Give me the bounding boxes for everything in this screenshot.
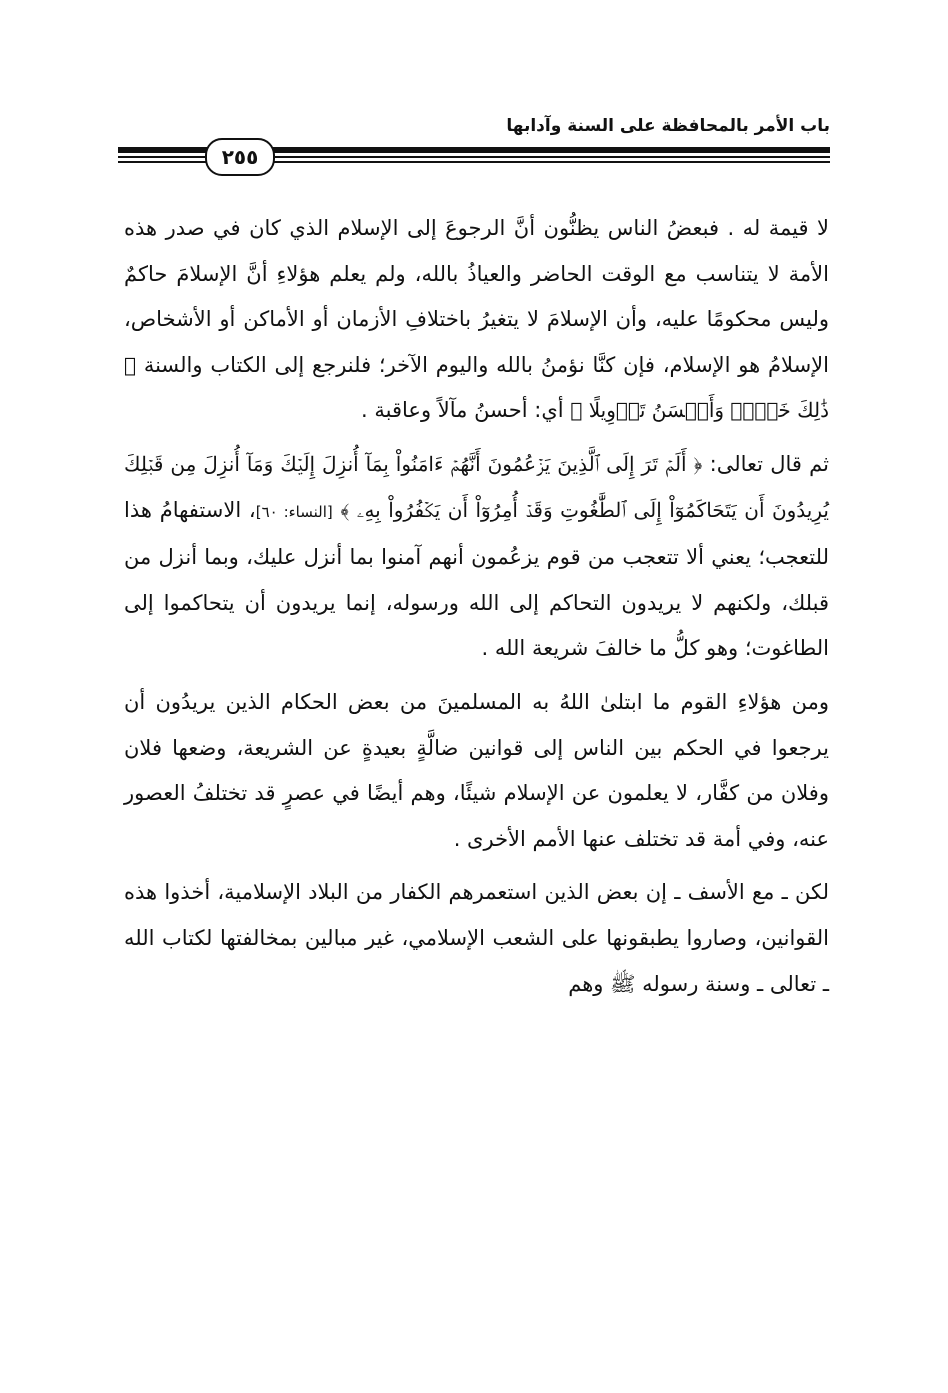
paragraph	[124, 680, 829, 862]
paragraph-text: ، الاستفهامُ هذا للتعجب؛ يعني ألا تتعجب من قوم يزعُمون أنهم آمنوا بما أنزل عليك، وبما أنزل من قبلك، ولكنهم لا يريدون التحاكم إلى الله ورسوله، إنما يريدون أن يتحاكموا إلى الطاغوت؛ وهو كلُّ ما خالفَ شريعة الله .	[124, 497, 829, 661]
page-number-text: ٢٥٥	[221, 145, 259, 169]
page-body	[124, 206, 829, 1007]
quran-verse: ﴿ ذَٰلِكَ خَيۡرٞ وَأَحۡسَنُ تَأۡوِيلًا ﴾	[124, 352, 829, 423]
verse-reference: [النساء: ٦٠]	[255, 502, 333, 521]
paragraph-text: ومن هؤلاءِ القوم ما ابتلىٰ اللهُ به المسلمينَ من بعض الحكام الذين يريدُون أن يرجعوا في الحكم بين الناس إلى قوانين ضالَّةٍ بعيدةٍ عن الشريعة، وضعها فلان وفلان من كفَّار، لا يعلمون عن الإسلام شيئًا، وهم أيضًا في عصرٍ قد تختلفُ العصور عنه، وفي أمة قد تختلف عنها الأمم الأخرى .	[124, 689, 829, 851]
page-number	[205, 138, 275, 176]
quran-verse: ﴿ أَلَمۡ تَرَ إِلَى ٱلَّذِينَ يَزۡعُمُونَ أَنَّهُمۡ ءَامَنُواْ بِمَآ أُنزِلَ إِلَيۡكَ وَمَآ أُنزِلَ مِن قَبۡلِكَ يُرِيدُونَ أَن يَتَحَاكَمُوٓاْ إِلَى ٱلطَّٰغُوتِ وَقَدۡ أُمِرُوٓاْ أَن يَكۡفُرُواْ بِهِۦ ﴾	[124, 451, 829, 522]
paragraph-text: لا قيمة له . فبعضُ الناس يظنُّون أنَّ الرجوعَ إلى الإسلام الذي كان في صدر هذه الأمة لا يتناسب مع الوقت الحاضر والعياذُ بالله، ولم يعلم هؤلاءِ أنَّ الإسلامَ حاكمٌ وليس محكومًا عليه، وأن الإسلامَ لا يتغيرُ باختلافِ الأزمان أو الأماكن أو الأشخاص، الإسلامُ هو الإسلام، فإن كنَّا نؤمنُ بالله واليوم الآخر؛ فلنرجع إلى الكتاب والسنة	[124, 216, 829, 377]
paragraph	[124, 206, 829, 434]
running-title: باب الأمر بالمحافظة على السنة وآدابها	[506, 116, 830, 136]
paragraph	[124, 870, 829, 1007]
paragraph-text: ثم قال تعالى:	[709, 451, 830, 476]
paragraph	[124, 442, 829, 672]
paragraph-text: أي: أحسنُ مآلاً وعاقبة .	[361, 398, 564, 423]
paragraph-text: لكن ـ مع الأسف ـ إن بعض الذين استعمرهم الكفار من البلاد الإسلامية، أخذوا هذه القوانين، وصاروا يطبقونها على الشعب الإسلامي، غير مبالين بمخالفتها لكتاب الله ـ تعالى ـ وسنة رسوله ﷺ وهم	[124, 880, 829, 996]
page-header	[118, 112, 830, 172]
